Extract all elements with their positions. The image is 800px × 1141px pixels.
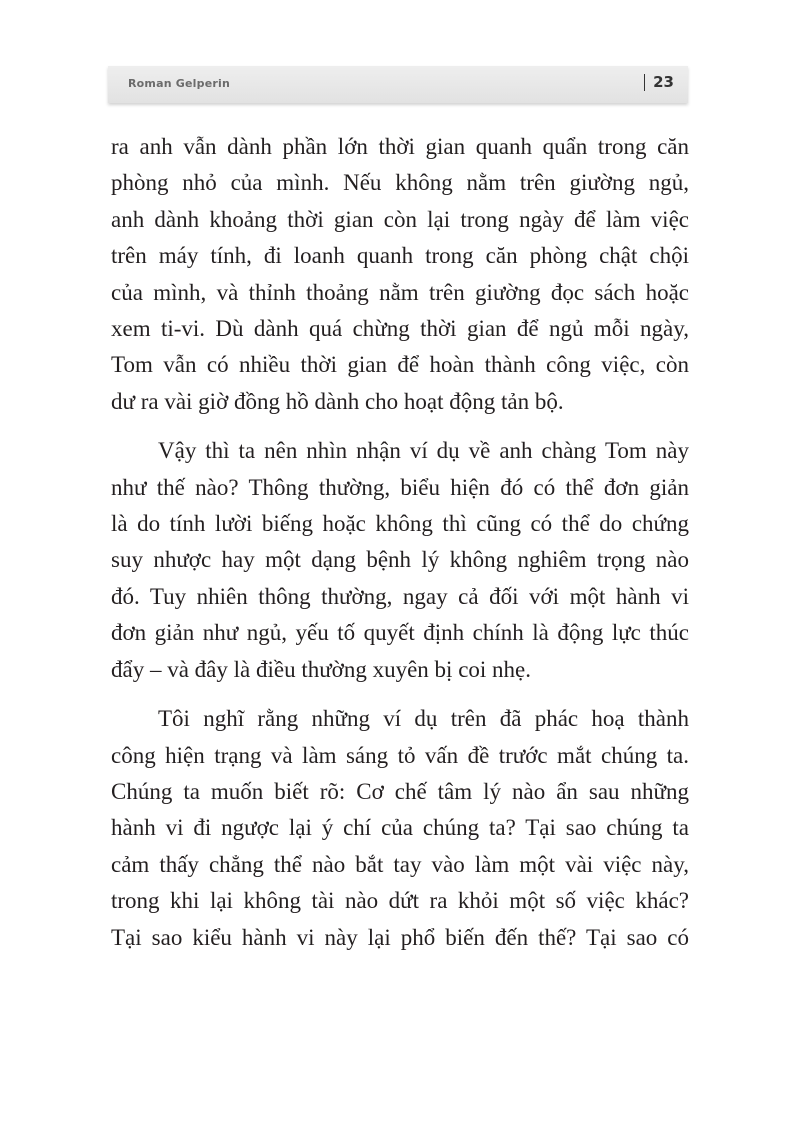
text-line: suy nhược hay một dạng bệnh lý không nghiêm trọng nào	[111, 547, 689, 573]
text-line: Tom vẫn có nhiều thời gian để hoàn thành công việc, còn	[111, 352, 689, 378]
page-number: 23	[653, 73, 674, 91]
paragraph-3	[111, 701, 689, 956]
header-divider	[644, 74, 646, 91]
text-line: anh dành khoảng thời gian còn lại trong ngày để làm việc	[111, 206, 689, 232]
text-line: hành vi đi ngược lại ý chí của chúng ta? Tại sao chúng ta	[111, 815, 689, 841]
body-text	[111, 129, 689, 956]
text-line: đơn giản như ngủ, yếu tố quyết định chính là động lực thúc	[111, 620, 689, 646]
text-line: trong khi lại không tài nào dứt ra khỏi một số việc khác?	[111, 888, 689, 914]
text-line: Chúng ta muốn biết rõ: Cơ chế tâm lý nào ẩn sau những	[111, 778, 689, 804]
text-line: trên máy tính, đi loanh quanh trong căn phòng chật chội	[111, 243, 689, 269]
paragraph-2	[111, 433, 689, 688]
text-line: Tại sao kiểu hành vi này lại phổ biến đến thế? Tại sao có	[111, 924, 689, 950]
text-line: như thế nào? Thông thường, biểu hiện đó có thể đơn giản	[111, 474, 689, 500]
text-line: là do tính lười biếng hoặc không thì cũng có thể do chứng	[111, 511, 689, 537]
page-number-group	[644, 73, 674, 91]
text-line: ra anh vẫn dành phần lớn thời gian quanh quẩn trong căn	[111, 134, 689, 159]
text-line: của mình, và thỉnh thoảng nằm trên giường đọc sách hoặc	[111, 279, 689, 305]
text-line: xem ti-vi. Dù dành quá chừng thời gian để ngủ mỗi ngày,	[111, 316, 689, 342]
running-header	[108, 66, 688, 103]
text-line: đó. Tuy nhiên thông thường, ngay cả đối với một hành vi	[111, 583, 689, 609]
text-line: Tôi nghĩ rằng những ví dụ trên đã phác hoạ thành	[158, 706, 689, 732]
text-line: phòng nhỏ của mình. Nếu không nằm trên giường ngủ,	[111, 170, 689, 196]
paragraph-1	[111, 129, 689, 420]
text-line: đẩy – và đây là điều thường xuyên bị coi nhẹ.	[111, 656, 531, 682]
text-line: cảm thấy chẳng thể nào bắt tay vào làm một vài việc này,	[111, 851, 689, 877]
text-line: Vậy thì ta nên nhìn nhận ví dụ về anh chàng Tom này	[158, 438, 689, 464]
text-line: dư ra vài giờ đồng hồ dành cho hoạt động tản bộ.	[111, 388, 564, 414]
text-line: công hiện trạng và làm sáng tỏ vấn đề trước mắt chúng ta.	[111, 742, 689, 768]
header-author: Roman Gelperin	[128, 77, 230, 90]
